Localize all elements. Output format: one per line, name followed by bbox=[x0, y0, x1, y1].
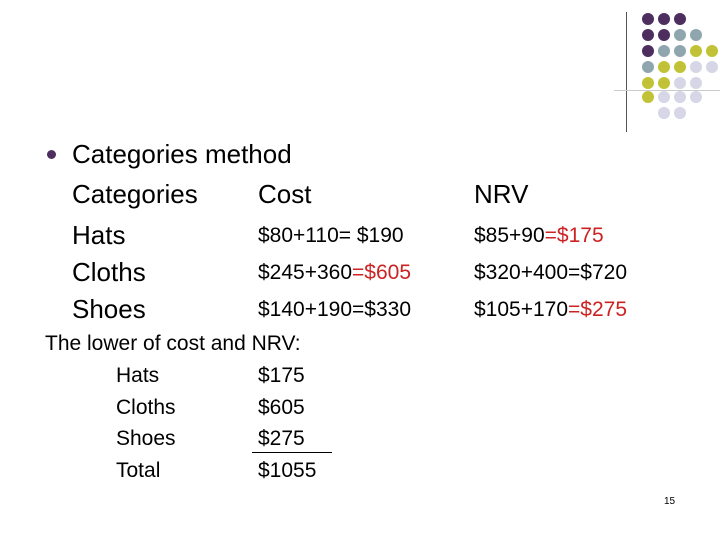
cost-cloths bbox=[258, 262, 411, 283]
bullet-icon bbox=[47, 150, 56, 159]
slide-heading: Categories method bbox=[72, 139, 292, 169]
nrv-shoes bbox=[474, 299, 627, 320]
lower-value-hats: $175 bbox=[258, 364, 305, 387]
nrv-hats-expr: $85+90 bbox=[474, 224, 545, 247]
cost-shoes-expr: $140+190=$330 bbox=[258, 298, 411, 321]
lower-value-shoes: $275 bbox=[258, 427, 305, 450]
lower-heading: The lower of cost and NRV: bbox=[45, 332, 301, 355]
category-hats: Hats bbox=[72, 220, 126, 250]
header-categories: Categories bbox=[72, 179, 198, 209]
lower-label-cloths: Cloths bbox=[116, 396, 176, 419]
cost-hats-expr: $80+110= bbox=[258, 224, 352, 247]
header-cost: Cost bbox=[258, 179, 312, 209]
decorative-dot-grid bbox=[0, 0, 720, 140]
cost-cloths-expr: $245+360 bbox=[258, 261, 353, 284]
category-shoes: Shoes bbox=[72, 294, 146, 324]
lower-value-total: $1055 bbox=[258, 459, 317, 482]
lower-label-hats: Hats bbox=[116, 364, 160, 387]
decorative-horizontal-rule bbox=[614, 90, 720, 91]
nrv-hats bbox=[474, 225, 604, 246]
decorative-vertical-rule bbox=[626, 12, 627, 132]
lower-label-shoes: Shoes bbox=[116, 427, 176, 450]
nrv-cloths bbox=[474, 262, 627, 283]
page-number: 15 bbox=[664, 496, 676, 507]
lower-value-cloths: $605 bbox=[258, 396, 305, 419]
cost-shoes bbox=[258, 299, 411, 320]
cost-cloths-total: =$605 bbox=[352, 261, 412, 284]
nrv-hats-total: =$175 bbox=[544, 224, 604, 247]
nrv-shoes-total: =$275 bbox=[568, 298, 628, 321]
nrv-cloths-expr: $320+400=$720 bbox=[474, 261, 627, 284]
sum-rule bbox=[252, 452, 332, 453]
nrv-shoes-expr: $105+170 bbox=[474, 298, 569, 321]
cost-hats bbox=[258, 225, 404, 246]
category-cloths: Cloths bbox=[72, 257, 146, 287]
cost-hats-total: $190 bbox=[351, 224, 404, 247]
header-nrv: NRV bbox=[474, 179, 529, 209]
lower-label-total: Total bbox=[116, 459, 161, 482]
